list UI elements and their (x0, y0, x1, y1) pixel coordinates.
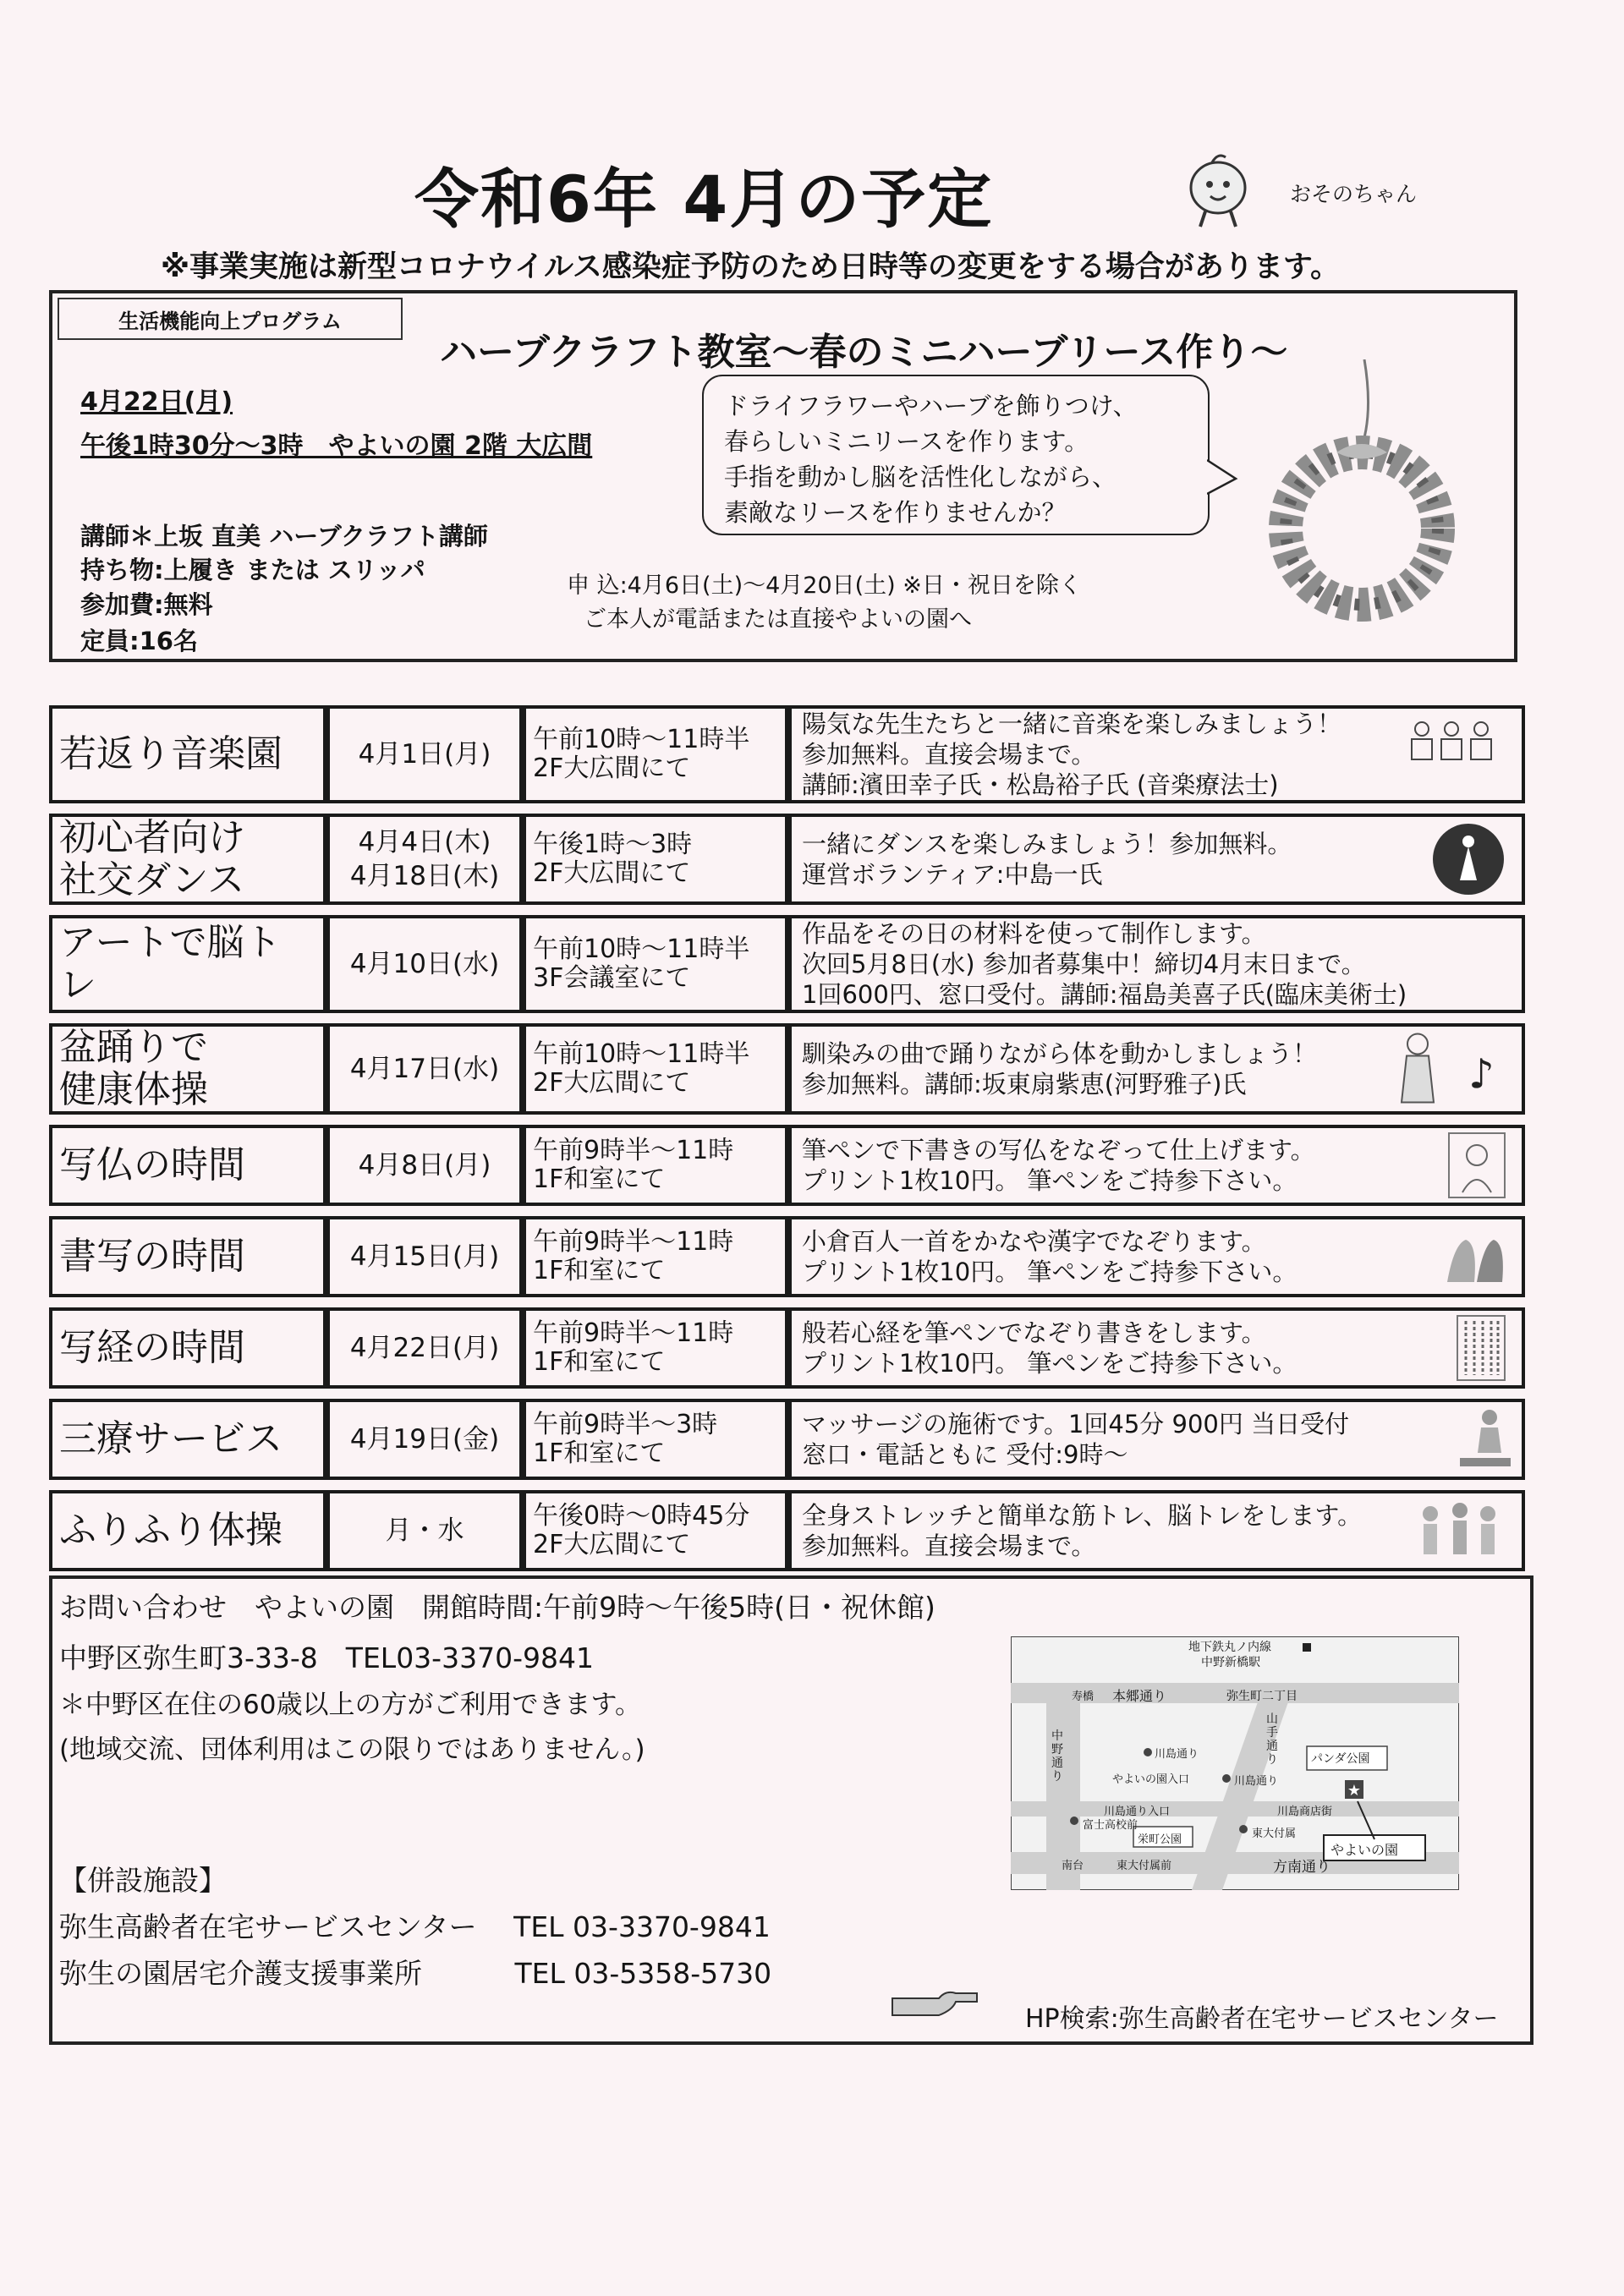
event-time (523, 1307, 788, 1389)
time-line: 午前9時半～11時 (533, 1227, 734, 1257)
svg-text:★: ★ (1347, 1782, 1362, 1800)
time-line: 午後0時～0時45分 (533, 1501, 750, 1531)
place-line: 2F大広間にて (533, 753, 691, 783)
bubble-line: ドライフラワーやハーブを飾りつけ、 (724, 392, 1138, 420)
speech-bubble (702, 375, 1210, 535)
contact-hours: お問い合わせ やよいの園 開館時間:午前9時～午後5時(日・祝休館) (59, 1591, 935, 1624)
desc-line: 般若心経を筆ペンでなぞり書きをします。 (802, 1318, 1266, 1347)
table-row (49, 1490, 1525, 1571)
table-row (49, 1399, 1525, 1480)
bubble-tail (1207, 457, 1241, 499)
place-line: 2F大広間にて (533, 858, 691, 888)
desc-line: プリント1枚10円。 筆ペンをご持参下さい。 (802, 1166, 1298, 1195)
event-date: 4月1日(月) (326, 705, 523, 803)
pointing-hand-icon (888, 1986, 981, 2024)
map-label: 富士高校前 (1083, 1819, 1138, 1832)
time-line: 午前10時～11時半 (533, 725, 750, 754)
massage-icon (1456, 1406, 1515, 1473)
desc-line: 馴染みの曲で踊りながら体を動かしましょう！ (802, 1039, 1318, 1068)
wreath-icon (1265, 359, 1459, 630)
time-line: 午前10時～11時半 (533, 934, 750, 964)
contact-note: ＊中野区在住の60歳以上の方がご利用できます。 (59, 1690, 641, 1720)
notice-text: ※事業実施は新型コロナウイルス感染症予防のため日時等の変更をする場合があります。 (161, 250, 1341, 284)
desc-line: 筆ペンで下書きの写仏をなぞって仕上げます。 (802, 1136, 1315, 1164)
desc-line: 参加無料。直接会場まで。 (802, 740, 1096, 769)
place-line: 1F和室にて (533, 1164, 666, 1194)
homepage-search: HP検索:弥生高齢者在宅サービスセンター (1025, 2004, 1499, 2034)
place-line: 2F大広間にて (533, 1530, 691, 1559)
map-label: 東大付属前 (1116, 1860, 1172, 1872)
program-date: 4月22日(月) (80, 387, 233, 417)
desc-line: プリント1枚10円。 筆ペンをご持参下さい。 (802, 1258, 1298, 1286)
program-instructor: 講師＊上坂 直美 ハーブクラフト講師 (80, 522, 488, 551)
place-line: 1F和室にて (533, 1256, 666, 1285)
desc-line: 1回600円、窓口受付。講師:福島美喜子氏(臨床美術士) (802, 980, 1407, 1009)
time-line: 午前10時～11時半 (533, 1039, 750, 1069)
program-time-place: 午後1時30分～3時 やよいの園 2階 大広間 (80, 431, 593, 461)
buddha-icon (1447, 1132, 1506, 1199)
event-name: 写仏の時間 (49, 1125, 326, 1206)
event-time (523, 1216, 788, 1297)
event-name: 三療サービス (49, 1399, 326, 1480)
mascot-label: おそのちゃん (1290, 182, 1418, 206)
table-row (49, 1023, 1525, 1115)
place-line: 1F和室にて (533, 1438, 666, 1468)
map-label: 方南通り (1273, 1859, 1330, 1876)
event-date: 4月10日(水) (326, 915, 523, 1013)
bubble-line: 春らしいミニリースを作ります。 (724, 427, 1089, 456)
table-row (49, 705, 1525, 803)
desc-line: マッサージの施術です。1回45分 900円 当日受付 (802, 1410, 1350, 1438)
desc-line: 小倉百人一首をかなや漢字でなぞります。 (802, 1227, 1266, 1256)
desc-line: 一緒にダンスを楽しみましょう！参加無料。 (802, 830, 1292, 858)
map-label: 地下鉄丸ノ内線 (1188, 1641, 1271, 1654)
map-label: 川島通り (1234, 1775, 1279, 1788)
event-date: 4月8日(月) (326, 1125, 523, 1206)
apply-period: 申 込:4月6日(土)～4月20日(土) ※日・祝日を除く (567, 573, 1082, 599)
event-description (788, 915, 1525, 1013)
event-time (523, 1399, 788, 1480)
place-line: 3F会議室にて (533, 963, 691, 993)
map-label: 南台 (1062, 1860, 1084, 1872)
page-title: 令和6年 4月の予定 (414, 162, 994, 237)
event-date: 4月22日(月) (326, 1307, 523, 1389)
table-row (49, 1307, 1525, 1389)
desc-line: 参加無料。直接会場まで。 (802, 1532, 1096, 1560)
time-line: 午前9時半～11時 (533, 1318, 734, 1348)
event-description (788, 1023, 1525, 1115)
facility-line: 弥生の園居宅介護支援事業所 TEL 03-5358-5730 (59, 1957, 772, 1990)
program-fee: 参加費:無料 (80, 590, 213, 619)
event-date: 4月4日(木) 4月18日(木) (326, 814, 523, 905)
map-label: 東大付属 (1252, 1827, 1297, 1840)
contact-note: (地域交流、団体利用はこの限りではありません。) (59, 1734, 645, 1765)
event-description (788, 1307, 1525, 1389)
exercise-group-icon (1413, 1497, 1506, 1564)
event-name: アートで脳トレ (49, 915, 326, 1013)
desc-line: プリント1枚10円。 筆ペンをご持参下さい。 (802, 1349, 1298, 1378)
table-row (49, 1125, 1525, 1206)
table-row (49, 915, 1525, 1013)
svg-text:♪: ♪ (1468, 1050, 1495, 1099)
program-title: ハーブクラフト教室～春のミニハーブリース作り～ (440, 331, 1288, 374)
desc-line: 参加無料。講師:坂東扇紫恵(河野雅子)氏 (802, 1070, 1247, 1099)
contact-address: 中野区弥生町3-33-8 TEL03-3370-9841 (59, 1641, 594, 1674)
event-date: 4月17日(水) (326, 1023, 523, 1115)
map-label: 中野通り (1051, 1729, 1063, 1784)
desc-line: 作品をその日の材料を使って制作します。 (802, 919, 1266, 948)
event-description (788, 814, 1525, 905)
access-map (1011, 1636, 1459, 1890)
event-date: 月・水 (326, 1490, 523, 1571)
table-row (49, 1216, 1525, 1297)
facilities-heading: 【併設施設】 (59, 1864, 227, 1897)
apply-method: ご本人が電話または直接やよいの園へ (584, 606, 972, 633)
event-description (788, 1490, 1525, 1571)
bon-dancer-icon (1388, 1029, 1506, 1110)
event-name: 盆踊りで 健康体操 (49, 1023, 326, 1115)
poet-icon (1439, 1227, 1506, 1286)
dancers-icon (1430, 821, 1506, 897)
map-label: 中野新橋駅 (1201, 1656, 1260, 1669)
bubble-line: 手指を動かし脳を活性化しながら、 (724, 463, 1117, 491)
mascot-icon (1180, 152, 1256, 233)
program-tag: 生活機能向上プログラム (58, 298, 403, 340)
desc-line: 運営ボランティア:中島一氏 (802, 860, 1103, 889)
map-label: 山手通り (1266, 1712, 1278, 1767)
event-time (523, 705, 788, 803)
map-label: 川島商店街 (1277, 1806, 1333, 1818)
table-row (49, 814, 1525, 905)
place-line: 2F大広間にて (533, 1068, 691, 1098)
event-description (788, 705, 1525, 803)
desc-line: 全身ストレッチと簡単な筋トレ、脳トレをします。 (802, 1501, 1363, 1530)
event-description (788, 1399, 1525, 1480)
map-label: 栄町公園 (1138, 1833, 1182, 1846)
event-time (523, 1125, 788, 1206)
map-label: やよいの園 (1330, 1842, 1399, 1858)
map-label: 弥生町二丁目 (1226, 1690, 1298, 1703)
schedule-table (49, 695, 1525, 1581)
event-name: ふりふり体操 (49, 1490, 326, 1571)
time-line: 午前9時半～3時 (533, 1410, 718, 1439)
event-description (788, 1216, 1525, 1297)
bubble-line: 素敵なリースを作りませんか？ (724, 498, 1067, 527)
map-label: やよいの園入口 (1112, 1773, 1190, 1786)
facility-line: 弥生高齢者在宅サービスセンター TEL 03-3370-9841 (59, 1910, 771, 1943)
map-label: 川島通り (1155, 1748, 1199, 1761)
time-line: 午後1時～3時 (533, 830, 693, 859)
event-name: 写経の時間 (49, 1307, 326, 1389)
event-name: 初心者向け 社交ダンス (49, 814, 326, 905)
event-date: 4月15日(月) (326, 1216, 523, 1297)
event-description (788, 1125, 1525, 1206)
desc-line: 窓口・電話ともに 受付:9時～ (802, 1440, 1128, 1469)
event-time (523, 814, 788, 905)
map-label: パンダ公園 (1311, 1752, 1370, 1766)
event-time (523, 915, 788, 1013)
map-label: 本郷通り (1112, 1688, 1167, 1704)
sutra-icon (1456, 1314, 1506, 1382)
desc-line: 陽気な先生たちと一緒に音楽を楽しみましょう！ (802, 710, 1342, 738)
event-time (523, 1023, 788, 1115)
program-capacity: 定員:16名 (80, 627, 198, 655)
place-line: 1F和室にて (533, 1347, 666, 1377)
singers-icon (1396, 719, 1506, 761)
event-name: 書写の時間 (49, 1216, 326, 1297)
program-belongings: 持ち物:上履き または スリッパ (80, 556, 425, 584)
event-time (523, 1490, 788, 1571)
desc-line: 講師:濱田幸子氏・松島裕子氏 (音楽療法士) (802, 770, 1279, 799)
time-line: 午前9時半～11時 (533, 1136, 734, 1165)
map-label: 寿橋 (1072, 1690, 1095, 1703)
desc-line: 次回5月8日(水) 参加者募集中！締切4月末日まで。 (802, 950, 1366, 978)
event-name: 若返り音楽園 (49, 705, 326, 803)
event-date: 4月19日(金) (326, 1399, 523, 1480)
map-label: 川島通り入口 (1104, 1806, 1171, 1818)
